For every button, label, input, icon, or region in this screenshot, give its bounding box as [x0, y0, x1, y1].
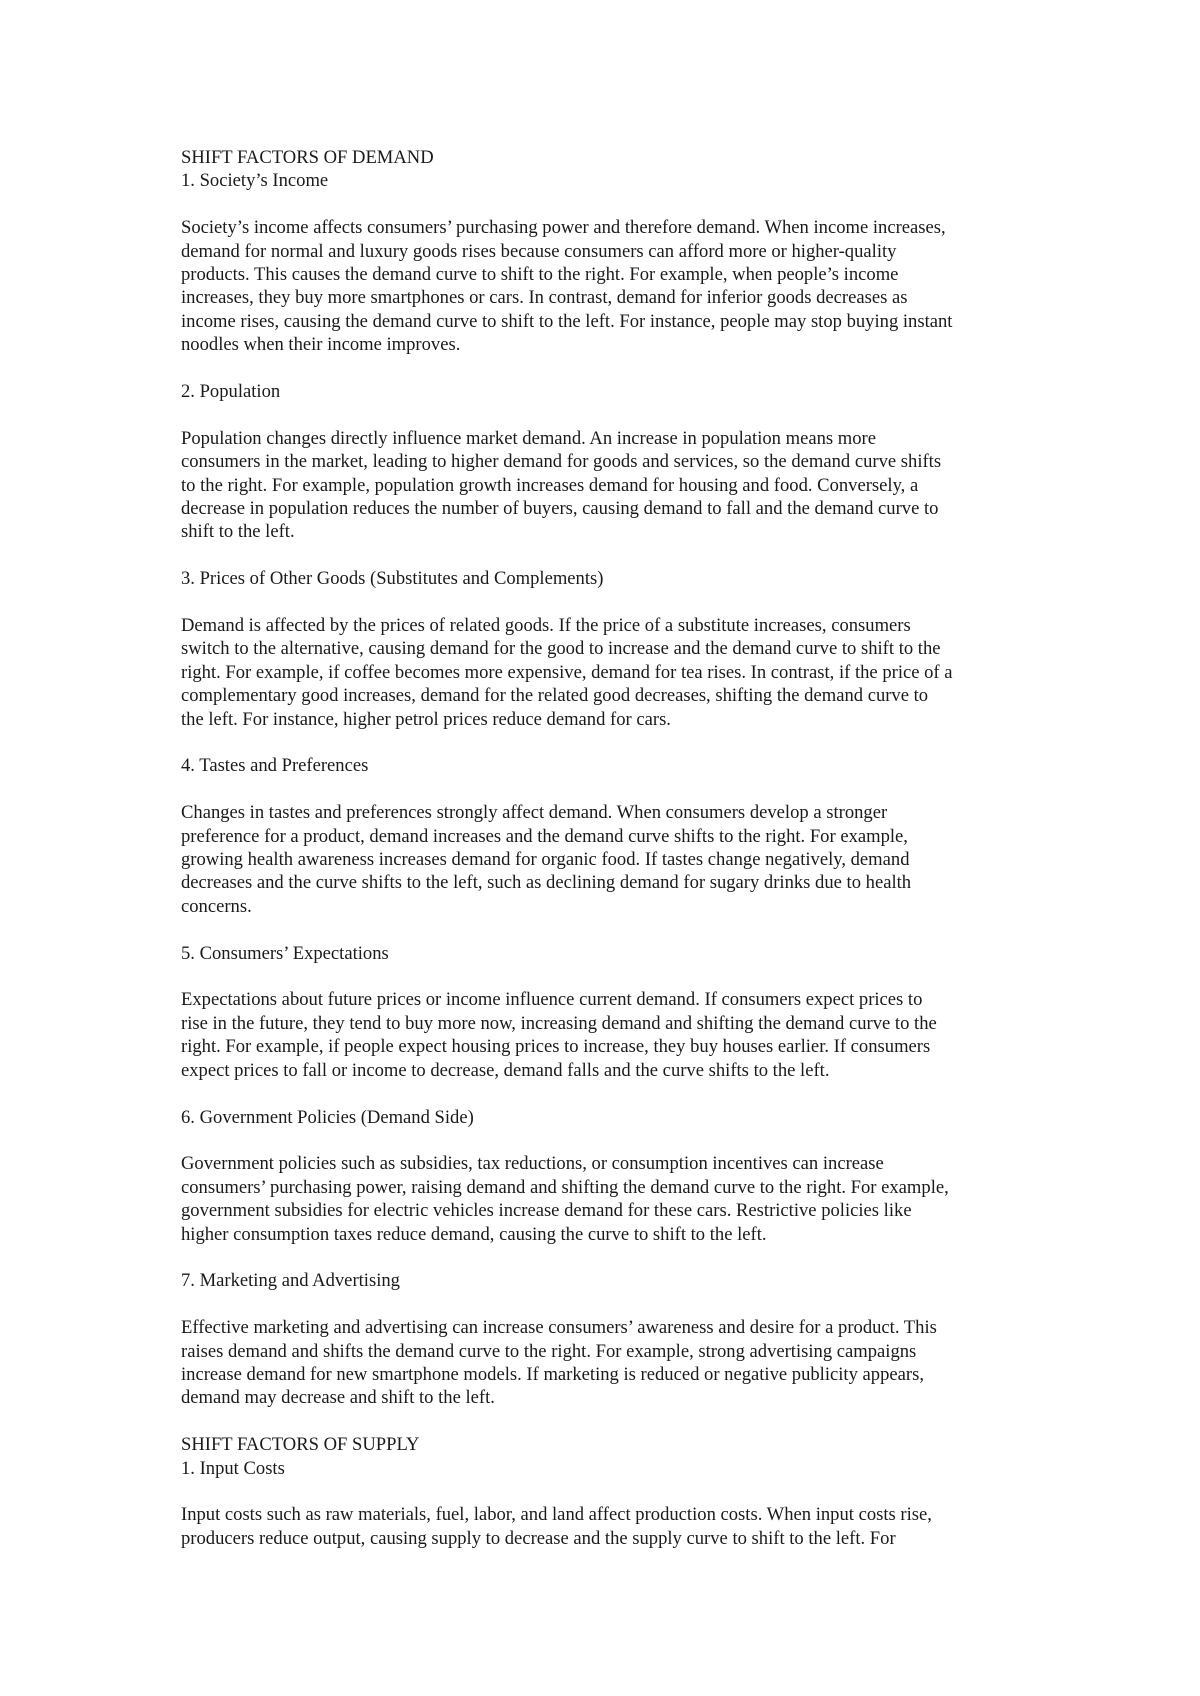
text-line: Changes in tastes and preferences strongly affect demand. When consumers develop a stronger — [181, 802, 888, 824]
factor-heading: 3. Prices of Other Goods (Substitutes and Complements) — [181, 568, 604, 590]
text-line: the left. For instance, higher petrol prices reduce demand for cars. — [181, 708, 671, 730]
factor-heading: 1. Society’s Income — [181, 170, 329, 192]
factor-paragraph — [181, 1316, 1033, 1410]
factor-item — [181, 754, 1033, 941]
text-line: Government policies such as subsidies, tax reductions, or consumption incentives can increase — [181, 1153, 884, 1175]
text-line: producers reduce output, causing supply to decrease and the supply curve to shift to the left. For — [181, 1527, 896, 1549]
document-page — [181, 146, 1033, 1550]
factor-item — [181, 380, 1033, 567]
factor-item — [181, 169, 1033, 380]
factor-item — [181, 1106, 1033, 1270]
text-line: concerns. — [181, 895, 252, 917]
text-line: shift to the left. — [181, 521, 295, 543]
factor-heading: 4. Tastes and Preferences — [181, 755, 369, 777]
section-supply — [181, 1433, 1033, 1550]
text-line: government subsidies for electric vehicles increase demand for these cars. Restrictive policies like — [181, 1200, 912, 1222]
factor-paragraph — [181, 1503, 1033, 1550]
factor-paragraph — [181, 427, 1033, 544]
text-line: expect prices to fall or income to decrease, demand falls and the curve shifts to the left. — [181, 1059, 830, 1081]
factor-heading: 1. Input Costs — [181, 1457, 285, 1479]
text-line: right. For example, if coffee becomes more expensive, demand for tea rises. In contrast, if the price of a — [181, 661, 953, 683]
text-line: growing health awareness increases demand for organic food. If tastes change negatively, demand — [181, 849, 910, 871]
factor-paragraph — [181, 614, 1033, 731]
factor-heading: 6. Government Policies (Demand Side) — [181, 1106, 474, 1128]
factor-heading: 5. Consumers’ Expectations — [181, 942, 389, 964]
text-line: increases, they buy more smartphones or cars. In contrast, demand for inferior goods decreases as — [181, 287, 908, 309]
text-line: rise in the future, they tend to buy more now, increasing demand and shifting the demand curve to the — [181, 1012, 937, 1034]
section-demand — [181, 146, 1033, 1433]
text-line: decrease in population reduces the number of buyers, causing demand to fall and the demand curve to — [181, 498, 939, 520]
factor-heading: 7. Marketing and Advertising — [181, 1270, 400, 1292]
text-line: consumers’ purchasing power, raising demand and shifting the demand curve to the right. For example, — [181, 1176, 949, 1198]
section-title: SHIFT FACTORS OF DEMAND — [181, 147, 434, 168]
text-line: products. This causes the demand curve to shift to the right. For example, when people’s income — [181, 264, 899, 286]
text-line: increase demand for new smartphone models. If marketing is reduced or negative publicity appears, — [181, 1363, 924, 1385]
text-line: Effective marketing and advertising can increase consumers’ awareness and desire for a product. This — [181, 1317, 937, 1339]
text-line: Expectations about future prices or income influence current demand. If consumers expect prices to — [181, 989, 923, 1011]
text-line: switch to the alternative, causing demand for the good to increase and the demand curve to shift to the — [181, 638, 941, 660]
factor-paragraph — [181, 801, 1033, 918]
text-line: Population changes directly influence market demand. An increase in population means more — [181, 427, 876, 449]
section-title: SHIFT FACTORS OF SUPPLY — [181, 1434, 420, 1456]
text-line: right. For example, if people expect housing prices to increase, they buy houses earlier. If consumers — [181, 1036, 931, 1058]
text-line: decreases and the curve shifts to the left, such as declining demand for sugary drinks due to health — [181, 872, 912, 894]
text-line: consumers in the market, leading to higher demand for goods and services, so the demand curve shifts — [181, 451, 942, 473]
factor-paragraph — [181, 1152, 1033, 1246]
text-line: preference for a product, demand increases and the demand curve shifts to the right. For example, — [181, 825, 908, 847]
text-line: complementary good increases, demand for the related good decreases, shifting the demand curve to — [181, 685, 929, 707]
factor-paragraph — [181, 988, 1033, 1082]
text-line: demand for normal and luxury goods rises because consumers can afford more or higher-quality — [181, 240, 897, 262]
factor-item — [181, 1457, 1033, 1551]
factor-heading: 2. Population — [181, 381, 281, 403]
text-line: Society’s income affects consumers’ purchasing power and therefore demand. When income increases, — [181, 217, 946, 239]
factor-paragraph — [181, 216, 1033, 356]
factor-item — [181, 567, 1033, 754]
text-line: Demand is affected by the prices of related goods. If the price of a substitute increases, consumers — [181, 615, 911, 637]
text-line: demand may decrease and shift to the left. — [181, 1387, 495, 1409]
text-line: to the right. For example, population growth increases demand for housing and food. Conversely, a — [181, 474, 919, 496]
text-line: noodles when their income improves. — [181, 334, 461, 356]
text-line: raises demand and shifts the demand curve to the right. For example, strong advertising campaigns — [181, 1340, 917, 1362]
text-line: income rises, causing the demand curve to shift to the left. For instance, people may stop buying instant — [181, 310, 953, 332]
text-line: higher consumption taxes reduce demand, causing the curve to shift to the left. — [181, 1223, 767, 1245]
factor-item — [181, 1269, 1033, 1433]
factor-item — [181, 942, 1033, 1106]
text-line: Input costs such as raw materials, fuel, labor, and land affect production costs. When input costs rise, — [181, 1504, 932, 1526]
